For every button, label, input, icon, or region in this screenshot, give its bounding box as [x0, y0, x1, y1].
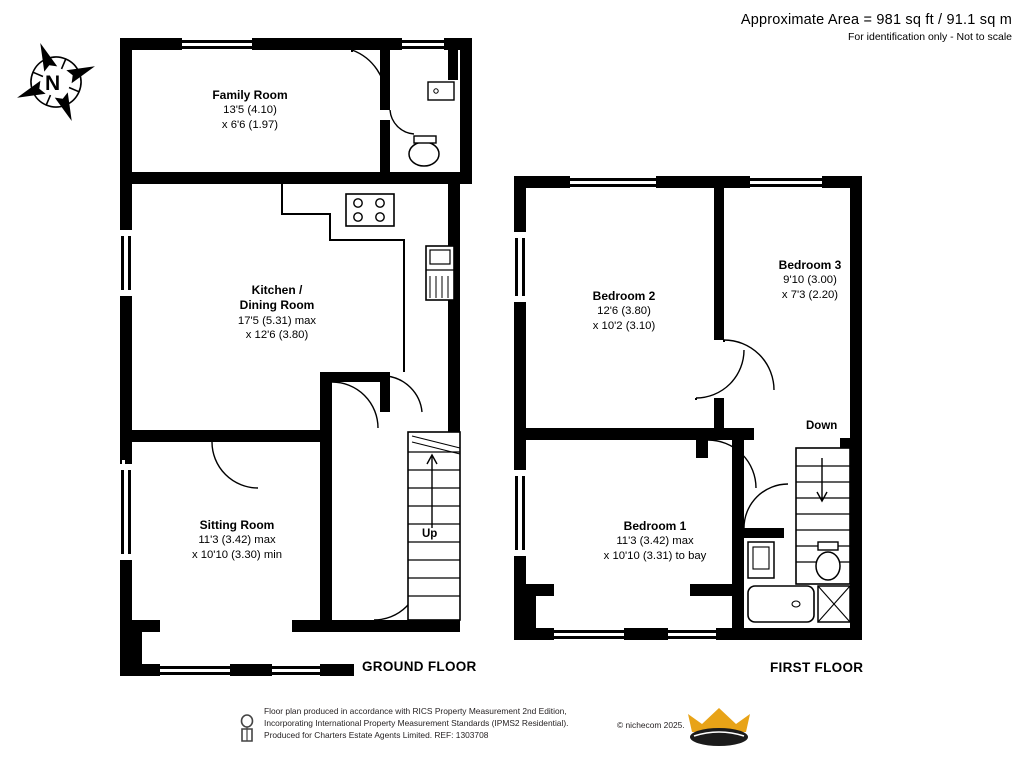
room-label-kitchen-dining: Kitchen / Dining Room 17'5 (5.31) max x 12'6 (3.80) — [237, 283, 317, 342]
room-label-family-room: Family Room 13'5 (4.10) x 6'6 (1.97) — [212, 88, 288, 131]
first-floor-title: FIRST FLOOR — [770, 660, 864, 675]
ground-floor-title: GROUND FLOOR — [362, 659, 477, 674]
footer-text-block — [232, 706, 692, 742]
room-label-bedroom-3: Bedroom 3 9'10 (3.00) x 7'3 (2.20) — [778, 258, 842, 301]
crown-logo — [686, 706, 752, 746]
disclaimer-text: For identification only - Not to scale — [848, 31, 1012, 43]
room-label-sitting-room: Sitting Room 11'3 (3.42) max x 10'10 (3.30) min — [191, 518, 283, 561]
footer-line-3: Produced for Charters Estate Agents Limited. REF: 1303708 — [264, 729, 489, 740]
footer-line-1: Floor plan produced in accordance with RICS Property Measurement 2nd Edition, — [264, 706, 567, 716]
first-floor-plan — [500, 0, 920, 725]
footer-line-2: Incorporating International Property Measurement Standards (IPMS2 Residential). — [264, 717, 569, 728]
first-floor-svg — [500, 0, 920, 720]
stairs-down-label: Down — [806, 420, 838, 432]
footer-copyright: © nichecom 2025. — [617, 720, 685, 730]
stairs-up-label: Up — [422, 528, 438, 540]
approximate-area-text: Approximate Area = 981 sq ft / 91.1 sq m — [740, 12, 1012, 28]
room-label-bedroom-2: Bedroom 2 12'6 (3.80) x 10'2 (3.10) — [592, 289, 656, 332]
compass-north-label: N — [45, 72, 61, 95]
crown-logo-icon — [686, 706, 752, 748]
room-label-bedroom-1: Bedroom 1 11'3 (3.42) max x 10'10 (3.31) to bay — [603, 519, 707, 562]
